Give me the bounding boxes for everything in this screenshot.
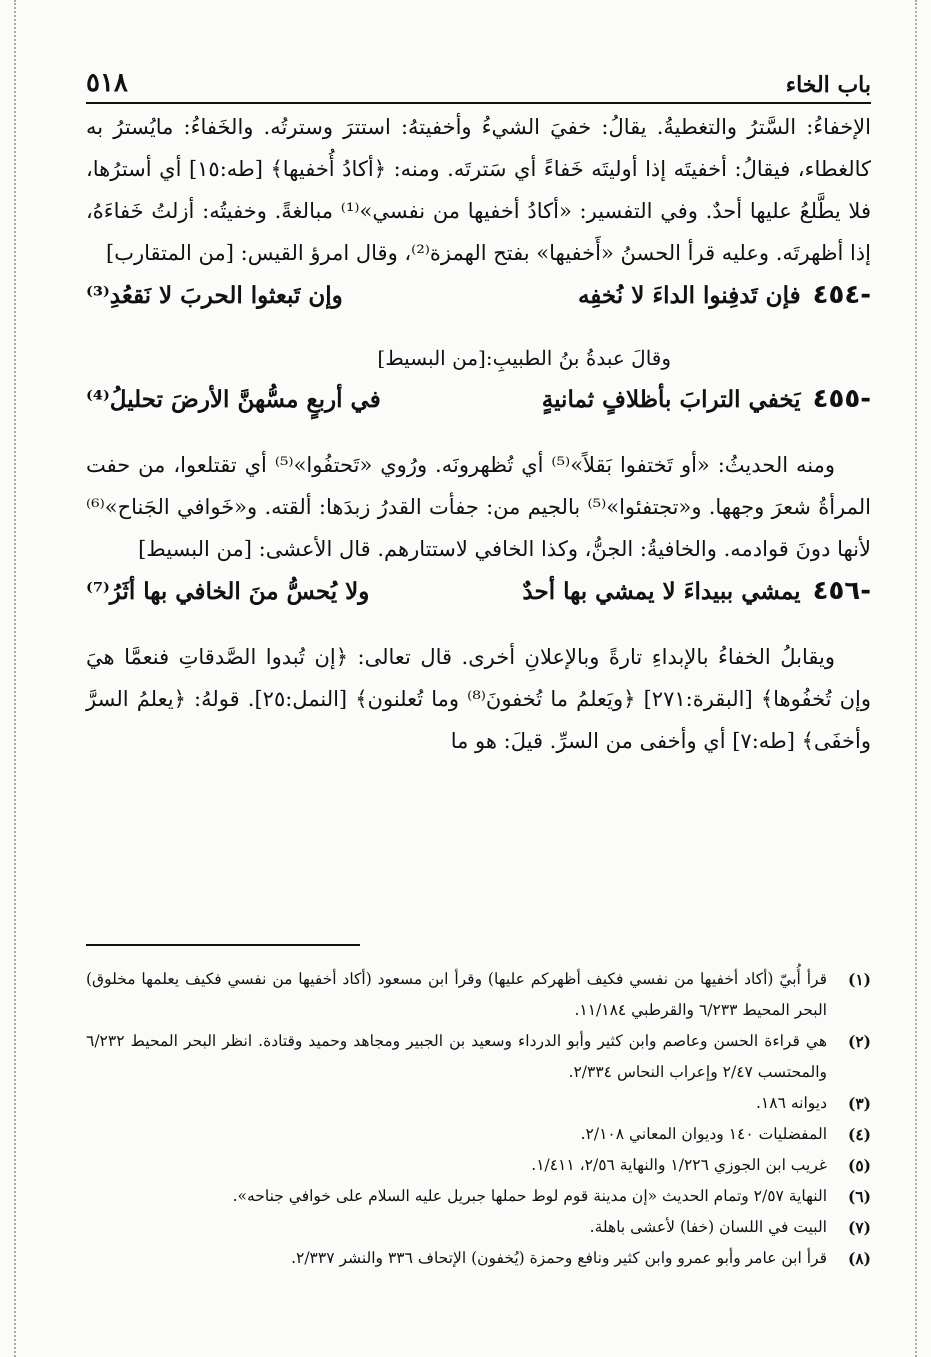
footnote bbox=[86, 1150, 871, 1181]
paragraph-2: ومنه الحديثُ: «أو تَختفوا بَقلاً»⁽⁵⁾ أي تُظهرونَه. ورُوي «تَحتفُوا»⁽⁵⁾ أي تقتلعوا، من حفت المرأةُ شعرَ وجهها. و«تجتفئوا»⁽⁵⁾ بالجيم من: جفأت القدرُ زبدَها: ألقته. و«خَوافي الجَناح»⁽⁶⁾ لأنها دونَ قوادمه. والخافيةُ: الجنُّ، وكذا الخافي لاستتارهم. قال الأعشى: [من البسيط] bbox=[86, 453, 871, 561]
footnote bbox=[86, 964, 871, 1026]
footnote-text: النهاية ٢/٥٧ وتمام الحديث «إن مدينة قوم لوط حملها جبريل عليه السلام على خوافي جناحه». bbox=[232, 1187, 827, 1205]
footnote-text: المفضليات ١٤٠ وديوان المعاني ٢/١٠٨. bbox=[580, 1125, 827, 1143]
page-edge-right bbox=[915, 0, 917, 1357]
meter-label: [من المتقارب] bbox=[106, 241, 234, 265]
footnote-text: قرأ أُبيّ (أكاد أخفيها من نفسي فكيف أظهركم عليها) وقرأ ابن مسعود (أكاد أخفيها من نفسي فكيف يعلمها مخلوق) البحر المحيط ٦/٢٣٣ والقرطبي ١١/١٨٤. bbox=[86, 970, 827, 1019]
verse-hemistich-2: ولا يُحسُّ منَ الخافي بها أثَرُ⁽⁷⁾ bbox=[86, 578, 370, 605]
page-edge-left bbox=[14, 0, 16, 1357]
footnote bbox=[86, 1088, 871, 1119]
footnote-number: (٨) bbox=[847, 1249, 871, 1268]
verse-number: ٤٥٤- bbox=[812, 280, 871, 310]
verse-hemistich-2: وإن تَبعثوا الحربَ لا نَقعُدِ⁽³⁾ bbox=[86, 282, 343, 309]
verse-455 bbox=[86, 384, 871, 442]
footnote-text: ديوانه ١٨٦. bbox=[755, 1094, 827, 1112]
footnotes bbox=[86, 964, 871, 1274]
footnote-text: غريب ابن الجوزي ١/٢٢٦ والنهاية ٢/٥٦، ١/٤١١. bbox=[531, 1156, 827, 1174]
running-title: باب الخاء bbox=[785, 72, 871, 98]
verse-hemistich-1: فإن تَدفِنوا الداءَ لا نُخفِه bbox=[577, 282, 801, 309]
meter-label: [من البسيط] bbox=[377, 346, 486, 370]
footnote-number: (٦) bbox=[847, 1187, 871, 1206]
footnote bbox=[86, 1119, 871, 1150]
footnote bbox=[86, 1243, 871, 1274]
footnote-number: (٣) bbox=[847, 1094, 871, 1113]
verse-number: ٤٥٥- bbox=[812, 384, 871, 414]
verse-hemistich-1: يَخفي الترابَ بأظلافٍ ثمانيةٍ bbox=[541, 386, 801, 413]
page bbox=[86, 62, 871, 762]
verse-454 bbox=[86, 280, 871, 338]
footnote bbox=[86, 1026, 871, 1088]
running-header bbox=[86, 62, 871, 98]
footnote-separator bbox=[86, 944, 360, 946]
footnote-number: (٥) bbox=[847, 1156, 871, 1175]
footnote bbox=[86, 1212, 871, 1243]
footnote-number: (٧) bbox=[847, 1218, 871, 1237]
footnote-text: قرأ ابن عامر وأبو عمرو وابن كثير ونافع وحمزة (يُخفون) الإتحاف ٣٣٦ والنشر ٢/٣٣٧. bbox=[291, 1249, 827, 1267]
verse-hemistich-1: يمشي ببيداءَ لا يمشي بها أحدٌ bbox=[522, 578, 801, 605]
footnote bbox=[86, 1181, 871, 1212]
verse-456 bbox=[86, 576, 871, 634]
verse-hemistich-2: في أربعٍ مسُّهنَّ الأرضَ تحليلُ⁽⁴⁾ bbox=[86, 386, 381, 413]
footnote-text: البيت في اللسان (خفا) لأعشى باهلة. bbox=[589, 1218, 827, 1236]
paragraph-1: الإخفاءُ: السَّترُ والتغطيةُ. يقالُ: خفيَ الشيءُ وأخفيتهُ: استترَ وسترتُه. والخَفاءُ: مايُسترُ به كالغطاء، فيقالُ: أخفيتَه إذا أوليتَه خَفاءً أي سَترتَه. ومنه: ﴿أكادُ أُخفيها﴾ [طه:١٥] أي أسترُها، فلا يطَّلعُ عليها أحدٌ. وفي التفسير: «أكادُ أخفيها من نفسي»⁽¹⁾ مبالغةً. وخفيتُه: أزلتُ خَفاءَهُ، إذا أظهرتَه. وعليه قرأ الحسنُ «أَخفيها» بفتح الهمزة⁽²⁾، وقال امرؤ القيس: [من المتقارب] bbox=[86, 115, 871, 265]
paragraph-3: ويقابلُ الخفاءُ بالإبداءِ تارةً وبالإعلانِ أخرى. قال تعالى: ﴿إن تُبدوا الصَّدقاتِ فنعمَّا هيَ وإن تُخفُوها﴾ [البقرة:٢٧١] ﴿ويَعلمُ ما تُخفونَ⁽⁸⁾ وما تُعلنون﴾ [النمل:٢٥]. قولهُ: ﴿يعلمُ السرَّ وأخفَى﴾ [طه:٧] أي وأخفى من السرِّ. قيلَ: هو ما bbox=[86, 645, 872, 753]
header-rule bbox=[86, 102, 871, 104]
verse-number: ٤٥٦- bbox=[812, 576, 871, 606]
footnote-text: هي قراءة الحسن وعاصم وابن كثير وأبو الدرداء وسعيد بن الجبير ومجاهد وحميد وقتادة. انظر البحر المحيط ٦/٢٣٢ والمحتسب ٢/٤٧ وإعراب النحاس ٢/٣٣٤. bbox=[86, 1032, 827, 1081]
footnote-number: (١) bbox=[847, 970, 871, 989]
meter-label: [من البسيط] bbox=[138, 537, 252, 561]
verse-455-intro: وقالَ عبدةُ بنُ الطبيبِ:[من البسيط] bbox=[377, 346, 671, 370]
footnote-number: (٤) bbox=[847, 1125, 871, 1144]
page-number: ٥١٨ bbox=[86, 68, 128, 98]
footnote-number: (٢) bbox=[847, 1032, 871, 1051]
